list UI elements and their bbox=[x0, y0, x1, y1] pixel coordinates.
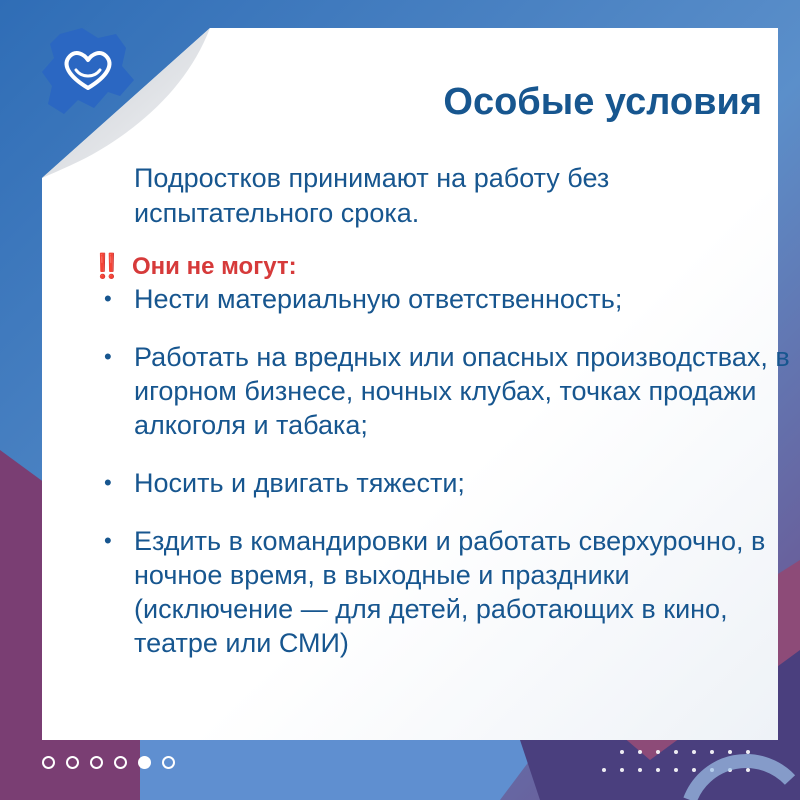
pagination-dot[interactable] bbox=[162, 756, 175, 769]
list-item-text: Нести материальную ответственность; bbox=[134, 284, 623, 314]
warning-heading bbox=[92, 252, 297, 282]
list-item-text: Ездить в командировки и работать сверхурочно, в ночное время, в выходные и праздники (исключение — для детей, работающих в кино, театре или СМИ) bbox=[134, 526, 766, 658]
warning-label: Они не могут: bbox=[132, 253, 297, 280]
bullet-icon: • bbox=[104, 286, 112, 311]
list-item bbox=[100, 466, 790, 500]
bullet-icon: • bbox=[104, 528, 112, 553]
pagination-dot[interactable] bbox=[114, 756, 127, 769]
restrictions-list bbox=[100, 282, 790, 684]
pagination-dot[interactable] bbox=[66, 756, 79, 769]
slide-pagination bbox=[42, 756, 175, 769]
intro-text: Подростков принимают на работу без испытательного срока. bbox=[134, 163, 610, 228]
double-exclamation-icon: ‼️ bbox=[92, 253, 117, 280]
list-item bbox=[100, 340, 790, 442]
list-item-text: Работать на вредных или опасных производствах, в игорном бизнесе, ночных клубах, точках продажи алкоголя и табака; bbox=[134, 342, 790, 440]
bullet-icon: • bbox=[104, 344, 112, 369]
pagination-dot[interactable] bbox=[42, 756, 55, 769]
bullet-icon: • bbox=[104, 470, 112, 495]
list-item bbox=[100, 524, 790, 660]
pagination-dot[interactable] bbox=[90, 756, 103, 769]
page-title: Особые условия bbox=[443, 81, 762, 123]
pagination-dot[interactable] bbox=[138, 756, 151, 769]
heart-hands-region-logo-icon bbox=[38, 26, 138, 122]
list-item-text: Носить и двигать тяжести; bbox=[134, 468, 465, 498]
list-item bbox=[100, 282, 790, 316]
